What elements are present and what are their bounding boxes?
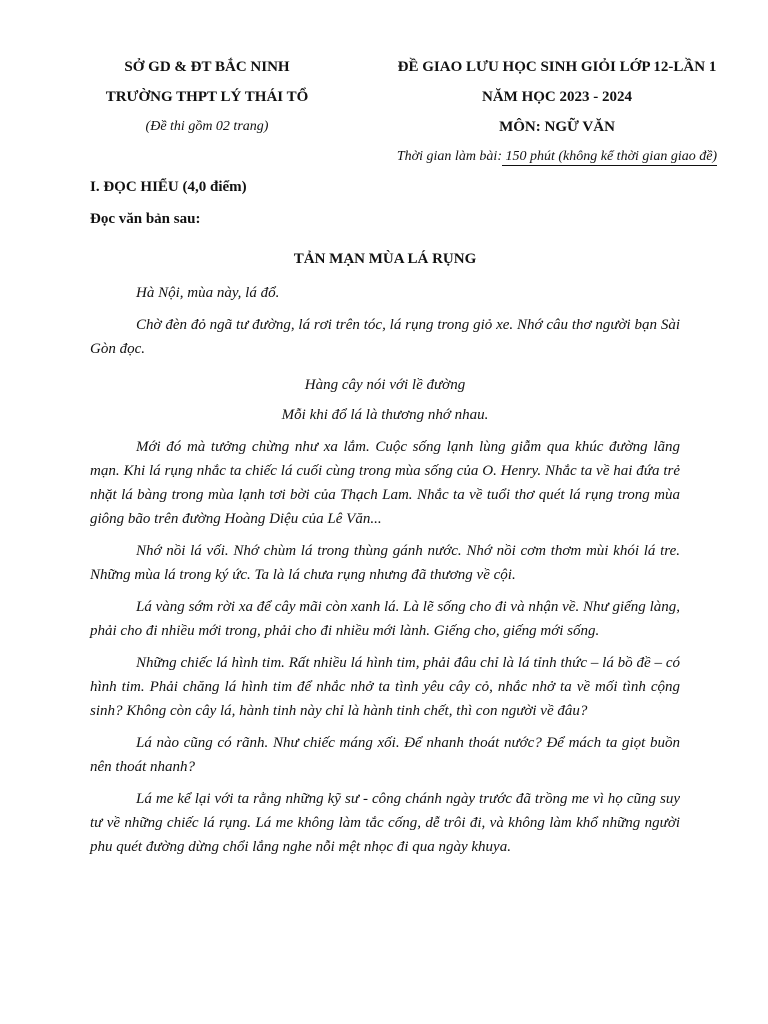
verse-line: Mỗi khi đổ lá là thương nhớ nhau. [281,407,489,423]
exam-title: ĐỀ GIAO LƯU HỌC SINH GIỎI LỚP 12-LẦN 1 [397,59,717,75]
page-count-note: (Đề thi gồm 02 trang) [145,119,269,134]
text-title: TẢN MẠN MÙA LÁ RỤNG [293,251,477,267]
time-limit-label: Thời gian làm bài: [396,149,502,164]
verse-line: Hàng cây nói với lề đường [304,377,466,393]
header-left [78,52,336,142]
paragraph: Nhớ nồi lá vối. Nhớ chùm lá trong thùng gánh nước. Nhớ nồi cơm thơm mùi khói lá tre. Những mùa lá trong ký ức. Ta là lá chưa rụng nhưng đã thương về cội. [90,543,680,583]
reading-instruction: Đọc văn bản sau: [90,211,201,227]
time-limit-value: 150 phút (không kể thời gian giao đề) [501,149,718,164]
header-right [372,52,742,172]
paragraph: Mới đó mà tưởng chừng như xa lắm. Cuộc sống lạnh lùng giẫm qua khúc đường lãng mạn. Khi lá rụng nhắc ta chiếc lá cuối cùng trong mùa sống của O. Henry. Nhắc ta về hai đứa trẻ nhặt lá bàng trong mùa lạnh tơi bời của Thạch Lam. Nhắc ta về tuổi thơ quét lá rụng trong mùa giông bão trên đường Hoàng Diệu của Lê Văn... [90,439,680,527]
time-limit [372,142,742,172]
paragraph: Lá me kể lại với ta rằng những kỹ sư - công chánh ngày trước đã trồng me vì họ cũng suy tư về những chiếc lá rụng. Lá me không làm tắc cống, dễ trôi đi, và không làm khổ những người phu quét đường dừng chổi lắng nghe nỗi mệt nhọc đi qua ngày khuya. [90,791,680,855]
paragraph: Lá nào cũng có rãnh. Như chiếc máng xối. Để nhanh thoát nước? Để mách ta giọt buồn nên thoát nhanh? [90,735,680,775]
exam-content [90,175,680,859]
subject: MÔN: NGỮ VĂN [499,119,615,135]
paragraph: Hà Nội, mùa này, lá đổ. [136,285,280,301]
paragraph: Lá vàng sớm rời xa để cây mãi còn xanh lá. Là lẽ sống cho đi và nhận về. Như giếng làng, phải cho đi nhiều mới trong, phải cho đi nhiều mới lành. Giếng cho, giếng mới sống. [90,599,680,639]
paragraph: Những chiếc lá hình tim. Rất nhiều lá hình tim, phải đâu chỉ là lá tỉnh thức – lá bồ đề – có hình tim. Phải chăng lá hình tim để nhắc nhở ta tình yêu cây cỏ, nhắc nhở ta về mối tình cộng sinh? Không còn cây lá, hành tinh này chỉ là hành tinh chết, thì con người về đâu? [90,655,680,719]
school-name: TRƯỜNG THPT LÝ THÁI TỔ [105,89,309,105]
department-name: SỞ GD & ĐT BẮC NINH [124,59,290,75]
paragraph: Chờ đèn đỏ ngã tư đường, lá rơi trên tóc, lá rụng trong giỏ xe. Nhớ câu thơ người bạn Sài Gòn đọc. [90,317,680,357]
school-year: NĂM HỌC 2023 - 2024 [482,89,632,105]
section-heading: I. ĐỌC HIỂU (4,0 điểm) [90,179,247,195]
